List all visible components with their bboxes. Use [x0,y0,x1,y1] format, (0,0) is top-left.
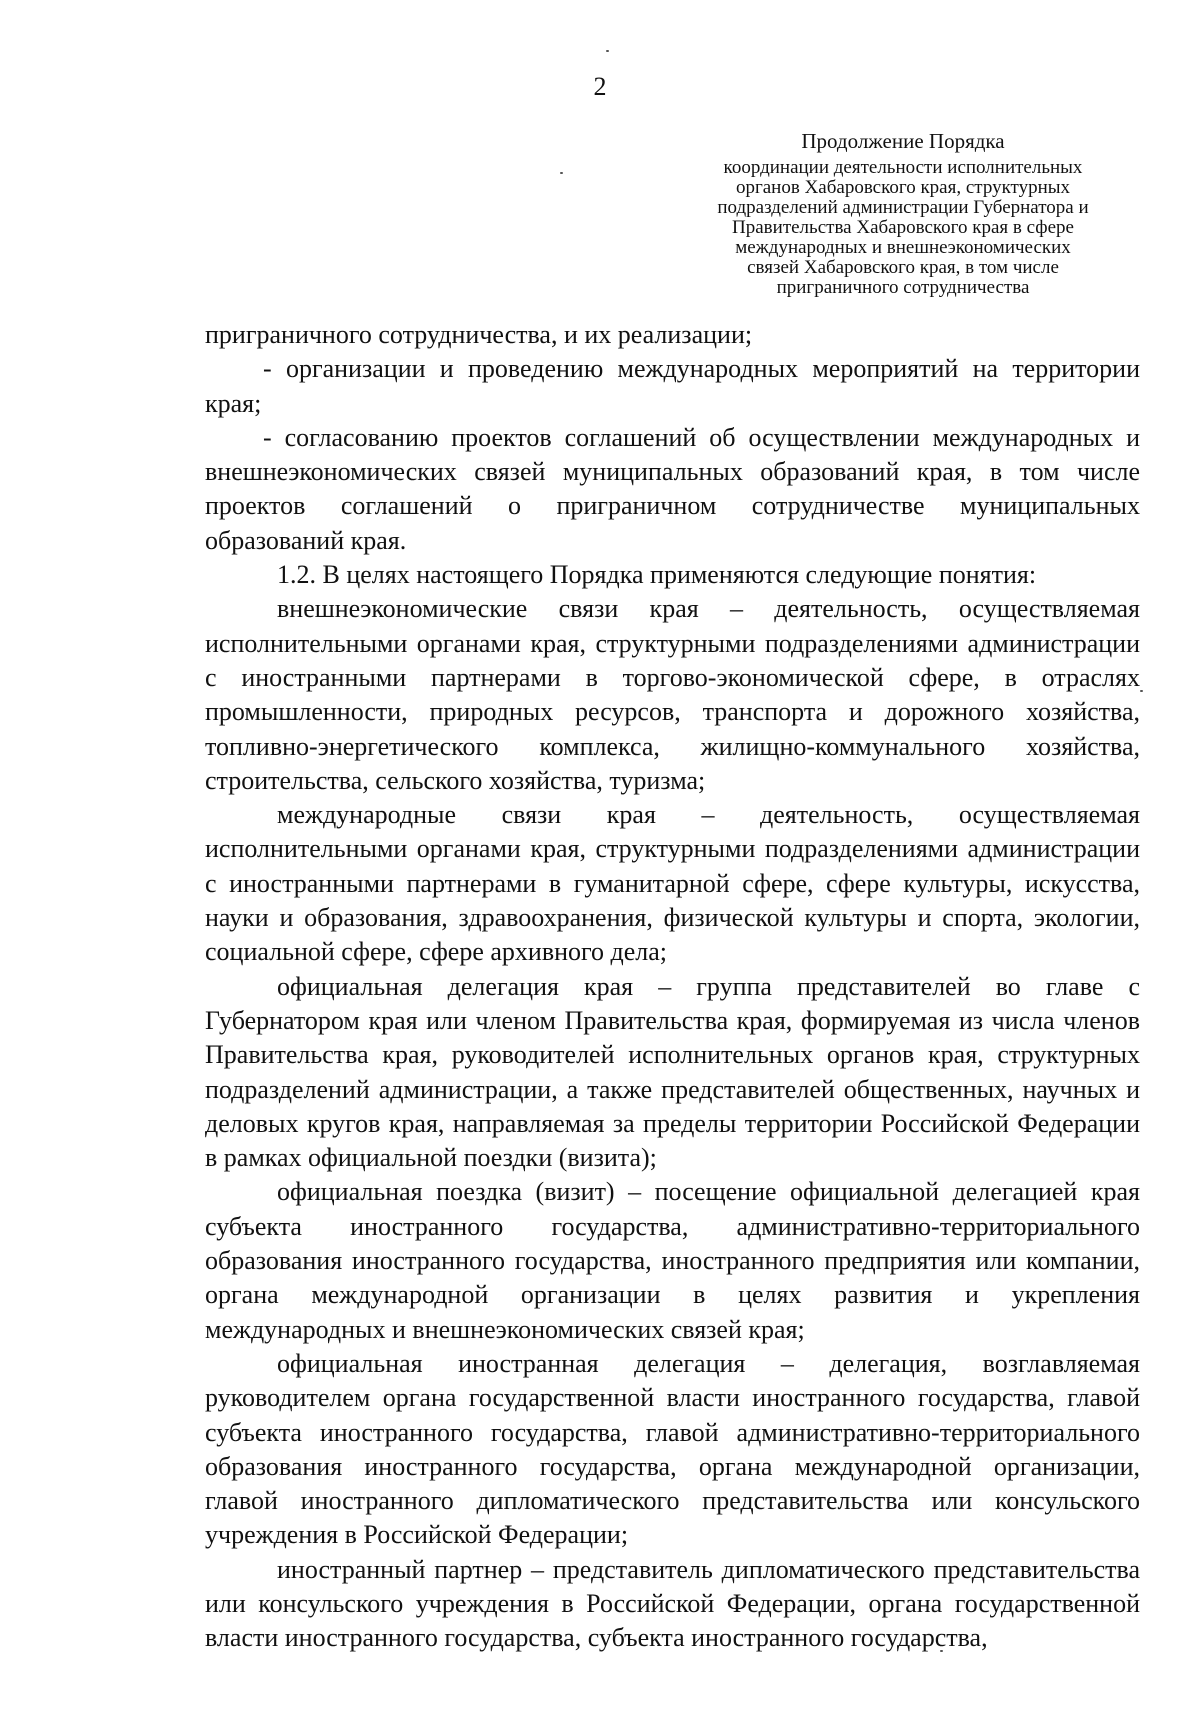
paragraph: внешнеэкономические связи края – деятельность, осуществляемая исполнительными органами края, структурными подразделениями администрации с иностранными партнерами в торгово-экономической сфере, в отраслях промышленности, природных ресурсов, транспорта и дорожного хозяйства, топливно-энергетического комплекса, жилищно-коммунального хозяйства, строительства, сельского хозяйства, туризма; [205,594,1140,795]
paragraph: официальная поездка (визит) – посещение официальной делегацией края субъекта иностранного государства, административно-территориального образования иностранного государства, иностранного предприятия или компании, органа международной организации в целях развития и укрепления международных и внешнеэкономических связей края; [205,1177,1140,1344]
header-line: международных и внешнеэкономических [735,237,1071,258]
scan-speck [606,50,609,52]
scan-speck [560,172,563,174]
header-description [668,158,1138,298]
paragraph: официальная делегация края – группа представителей во главе с Губернатором края или членом Правительства края, формируемая из числа членов Правительства края, руководителей исполнительных органов края, структурных подразделений администрации, а также представителей общественных, научных и деловых кругов края, направляемая за пределы территории Российской Федерации в рамках официальной поездки (визита); [205,971,1140,1173]
document-header [668,128,1138,298]
paragraph: иностранный партнер – представитель дипломатического представительства или консульского учреждения в Российской Федерации, органа государственной власти иностранного государства, субъекта иностранного государства, [205,1554,1140,1653]
header-line: координации деятельности исполнительных [723,157,1083,178]
header-line: Правительства Хабаровского края в сфере [732,217,1074,238]
header-line: связей Хабаровского края, в том числе [747,257,1059,278]
header-line: подразделений администрации Губернатора и [717,197,1089,218]
header-line: органов Хабаровского края, структурных [735,177,1071,198]
header-line: приграничного сотрудничества [776,277,1030,298]
paragraph: - согласованию проектов соглашений об осуществлении международных и внешнеэкономических связей муниципальных образований края, в том числе проектов соглашений о приграничном сотрудничестве муниципальных образований края. [205,422,1140,555]
scan-speck [1140,690,1143,692]
paragraph: приграничного сотрудничества, и их реализации; [205,320,753,349]
paragraph: 1.2. В целях настоящего Порядка применяются следующие понятия: [277,560,1037,590]
paragraph: официальная иностранная делегация – делегация, возглавляемая руководителем органа государственной власти иностранного государства, главой субъекта иностранного государства, главой административно-территориального образования иностранного государства, органа международной организации, главой иностранного дипломатического представительства или консульского учреждения в Российской Федерации; [205,1348,1140,1550]
page-number: 2 [593,72,607,101]
header-title: Продолжение Порядка [801,129,1005,153]
document-body [205,318,1140,1656]
paragraph: международные связи края – деятельность, осуществляемая исполнительными органами края, структурными подразделениями администрации с иностранными партнерами в гуманитарной сфере, сфере культуры, искусства, науки и образования, здравоохранения, физической культуры и спорта, экологии, социальной сфере, сфере архивного дела; [205,800,1140,967]
paragraph: - организации и проведению международных мероприятий на территории края; [205,354,1140,418]
